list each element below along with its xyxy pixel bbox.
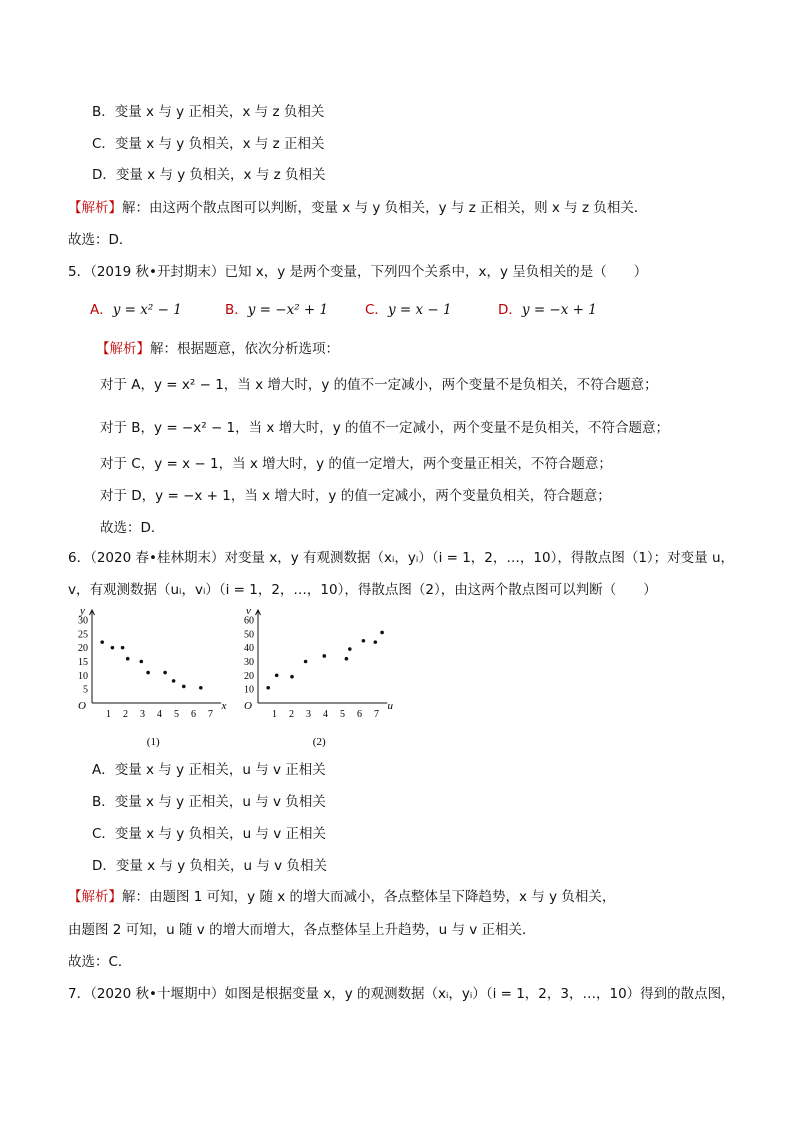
q5-analysis-b: 对于 B，y = −x² − 1，当 x 增大时，y 的值不一定减小，两个变量不是负相关，不符合题意； bbox=[100, 420, 669, 436]
q5-analysis-d: 对于 D，y = −x + 1，当 x 增大时，y 的值一定减小，两个变量负相关，符合题意； bbox=[100, 488, 611, 504]
x-tick-label: 6 bbox=[357, 709, 362, 720]
chart-caption: (1) bbox=[146, 736, 160, 748]
x-tick-label: 2 bbox=[123, 709, 128, 720]
x-tick-label: 2 bbox=[289, 709, 294, 720]
y-axis-label: y bbox=[80, 605, 85, 617]
data-point bbox=[374, 640, 378, 644]
data-point bbox=[304, 660, 308, 664]
x-tick-label: 1 bbox=[106, 709, 111, 720]
data-point bbox=[380, 631, 384, 635]
x-tick-label: 7 bbox=[374, 709, 379, 720]
q5-answer: 故选：D． bbox=[100, 520, 165, 536]
y-tick-label: 10 bbox=[244, 684, 254, 696]
q5-option-a-expr: y = x² − 1 bbox=[112, 302, 182, 318]
data-point bbox=[199, 686, 203, 690]
data-point bbox=[323, 654, 327, 658]
y-tick-label: 25 bbox=[78, 629, 88, 641]
data-point bbox=[126, 657, 130, 661]
q6-option-a: A．变量 x 与 y 正相关，u 与 v 正相关 bbox=[92, 762, 326, 778]
q6-option-c: C．变量 x 与 y 负相关，u 与 v 正相关 bbox=[92, 826, 326, 842]
q6-stem-line2: v，有观测数据（uᵢ，vᵢ）（i = 1，2，…，10），得散点图（2），由这两个散点图可以判断（ ） bbox=[68, 582, 657, 598]
q5-options bbox=[90, 298, 690, 318]
q5-option-d-letter: D． bbox=[498, 302, 522, 318]
data-point bbox=[362, 639, 366, 643]
data-point bbox=[172, 679, 176, 683]
x-axis-label: u bbox=[387, 700, 393, 712]
y-tick-label: 60 bbox=[244, 615, 254, 627]
y-axis-label: v bbox=[246, 605, 251, 617]
q6-option-d: D．变量 x 与 y 负相关，u 与 v 负相关 bbox=[92, 858, 327, 874]
analysis-tag: 【解析】 bbox=[68, 200, 122, 216]
q5-analysis-c: 对于 C，y = x − 1，当 x 增大时，y 的值一定增大，两个变量正相关，不符合题意； bbox=[100, 456, 612, 472]
q4-option-d: D．变量 x 与 y 负相关，x 与 z 负相关 bbox=[92, 167, 326, 183]
data-point bbox=[163, 671, 167, 675]
q5-analysis-a: 对于 A，y = x² − 1，当 x 增大时，y 的值不一定减小，两个变量不是负相关，不符合题意； bbox=[100, 377, 658, 393]
q4-analysis: 【解析】解：由这两个散点图可以判断，变量 x 与 y 负相关，y 与 z 正相关，则 x 与 z 负相关． bbox=[68, 200, 648, 216]
data-point bbox=[121, 646, 125, 650]
q4-answer: 故选：D． bbox=[68, 232, 133, 248]
q7-stem: 7．（2020 秋•十堰期中）如图是根据变量 x，y 的观测数据（xᵢ，yᵢ）（i = 1，2，3，…，10）得到的散点图， bbox=[68, 986, 735, 1002]
x-tick-label: 3 bbox=[306, 709, 311, 720]
x-tick-label: 4 bbox=[323, 709, 328, 720]
chart-caption: (2) bbox=[312, 736, 326, 748]
q5-stem: 5．（2019 秋•开封期末）已知 x，y 是两个变量，下列四个关系中，x，y 呈负相关的是（ ） bbox=[68, 264, 648, 280]
y-tick-label: 20 bbox=[244, 670, 254, 682]
y-tick-label: 15 bbox=[78, 657, 88, 668]
data-point bbox=[275, 674, 279, 678]
analysis-tag: 【解析】 bbox=[68, 889, 122, 905]
q6-analysis-line1: 【解析】解：由题图 1 可知，y 随 x 的增大而减小，各点整体呈下降趋势，x 与 y 负相关， bbox=[68, 889, 616, 905]
q6-answer: 故选：C． bbox=[68, 954, 132, 970]
x-tick-label: 4 bbox=[157, 709, 162, 720]
q5-option-b-expr: y = −x² + 1 bbox=[247, 302, 329, 318]
y-tick-label: 10 bbox=[78, 670, 88, 682]
x-tick-label: 5 bbox=[340, 709, 345, 720]
q5-option-c-expr: y = x − 1 bbox=[387, 302, 452, 318]
scatter-plot-2 bbox=[234, 600, 414, 750]
data-point bbox=[290, 675, 294, 679]
data-point bbox=[140, 660, 144, 664]
q5-option-d-expr: y = −x + 1 bbox=[521, 302, 597, 318]
q6-option-b: B．变量 x 与 y 正相关，u 与 v 负相关 bbox=[92, 794, 326, 810]
y-tick-label: 50 bbox=[244, 629, 254, 641]
q4-option-b: B．变量 x 与 y 正相关，x 与 z 负相关 bbox=[92, 104, 325, 120]
x-tick-label: 1 bbox=[272, 709, 277, 720]
y-tick-label: 5 bbox=[83, 684, 88, 696]
q5-option-c-letter: C． bbox=[365, 302, 388, 318]
y-tick-label: 40 bbox=[244, 643, 254, 655]
x-tick-label: 5 bbox=[174, 709, 179, 720]
y-tick-label: 20 bbox=[78, 643, 88, 655]
q5-option-b-letter: B． bbox=[225, 302, 248, 318]
q4-option-c: C．变量 x 与 y 负相关，x 与 z 正相关 bbox=[92, 136, 325, 152]
data-point bbox=[266, 686, 270, 690]
x-tick-label: 7 bbox=[208, 709, 213, 720]
x-tick-label: 3 bbox=[140, 709, 145, 720]
y-tick-label: 30 bbox=[244, 657, 254, 668]
data-point bbox=[345, 657, 349, 661]
scatter-plot-1 bbox=[68, 600, 248, 750]
data-point bbox=[146, 671, 150, 675]
x-tick-label: 6 bbox=[191, 709, 196, 720]
q5-option-a-letter: A． bbox=[90, 302, 113, 318]
q6-analysis-line2: 由题图 2 可知，u 随 v 的增大而增大，各点整体呈上升趋势，u 与 v 正相关． bbox=[68, 922, 536, 938]
x-axis-label: x bbox=[221, 700, 227, 712]
data-point bbox=[348, 647, 352, 651]
data-point bbox=[100, 640, 104, 644]
analysis-tag: 【解析】 bbox=[96, 341, 150, 357]
origin-label: O bbox=[78, 700, 86, 712]
data-point bbox=[182, 685, 186, 689]
q5-analysis: 【解析】解：根据题意，依次分析选项： bbox=[96, 341, 339, 357]
data-point bbox=[111, 646, 115, 650]
origin-label: O bbox=[244, 700, 252, 712]
q6-stem-line1: 6．（2020 春•桂林期末）对变量 x，y 有观测数据（xᵢ，yᵢ）（i = 1，2，…，10），得散点图（1）；对变量 u， bbox=[68, 550, 735, 566]
y-tick-label: 30 bbox=[78, 615, 88, 627]
